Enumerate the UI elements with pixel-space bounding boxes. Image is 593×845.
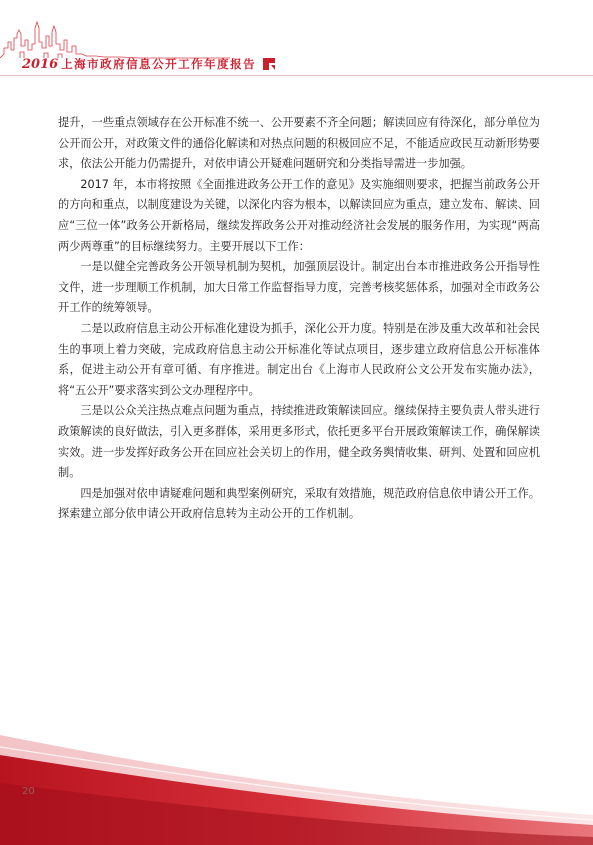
footer-wave-decoration bbox=[0, 725, 593, 845]
paragraph: 四是加强对依申请疑难问题和典型案例研究，采取有效措施，规范政府信息依申请公开工作。探索建立部分依申请公开政府信息转为主动公开的工作机制。 bbox=[58, 486, 540, 521]
paragraph: 2017 年，本市将按照《全面推进政务公开工作的意见》及实施细则要求，把握当前政务公开的方向和重点，以制度建设为关键，以深化内容为根本，以解读回应为重点，建立发布、解读、回应“三位一体”政务公开新格局，继续发挥政务公开对推动经济社会发展的服务作用，为实现“两高两少两尊重”的目标继续努力。主要开展以下工作： bbox=[58, 177, 540, 253]
page-number: 20 bbox=[22, 786, 35, 797]
paragraph: 二是以政府信息主动公开标准化建设为抓手，深化公开力度。特别是在涉及重大改革和社会民生的事项上着力突破，完成政府信息主动公开标准化等试点项目，逐步建立政府信息公开标准体系，促进主动公开有章可循、有序推进。制定出台《上海市人民政府公文公开发布实施办法》，将“五公开”要求落实到公文办理程序中。 bbox=[58, 321, 540, 397]
paragraph: 提升，一些重点领域存在公开标准不统一、公开要素不齐全问题；解读回应有待深化，部分单位为公开而公开，对政策文件的通俗化解读和对热点问题的积极回应不足，不能适应政民互动新形势要求，依法公开能力仍需提升，对依申请公开疑难问题研究和分类指导需进一步加强。 bbox=[58, 116, 540, 171]
report-header-title bbox=[22, 54, 276, 74]
header-divider bbox=[0, 75, 593, 76]
report-body bbox=[58, 113, 540, 525]
page-header bbox=[0, 0, 593, 80]
paragraph: 三是以公众关注热点难点问题为重点，持续推进政策解读回应。继续保持主要负责人带头进行政策解读的良好做法，引入更多群体，采用更多形式，依托更多平台开展政策解读工作，确保解读实效。进一步发挥好政务公开在回应社会关切上的作用，健全政务舆情收集、研判、处置和回应机制。 bbox=[58, 404, 540, 480]
report-title: 上海市政府信息公开工作年度报告 bbox=[61, 57, 257, 71]
paragraph: 一是以健全完善政务公开领导机制为契机，加强顶层设计。制定出台本市推进政务公开指导性文件，进一步理顺工作机制，加大日常工作监督指导力度，完善考核奖惩体系，加强对全市政务公开工作的统筹领导。 bbox=[58, 260, 540, 315]
brand-logo-icon bbox=[262, 57, 276, 71]
report-year: 2016 bbox=[22, 56, 59, 72]
